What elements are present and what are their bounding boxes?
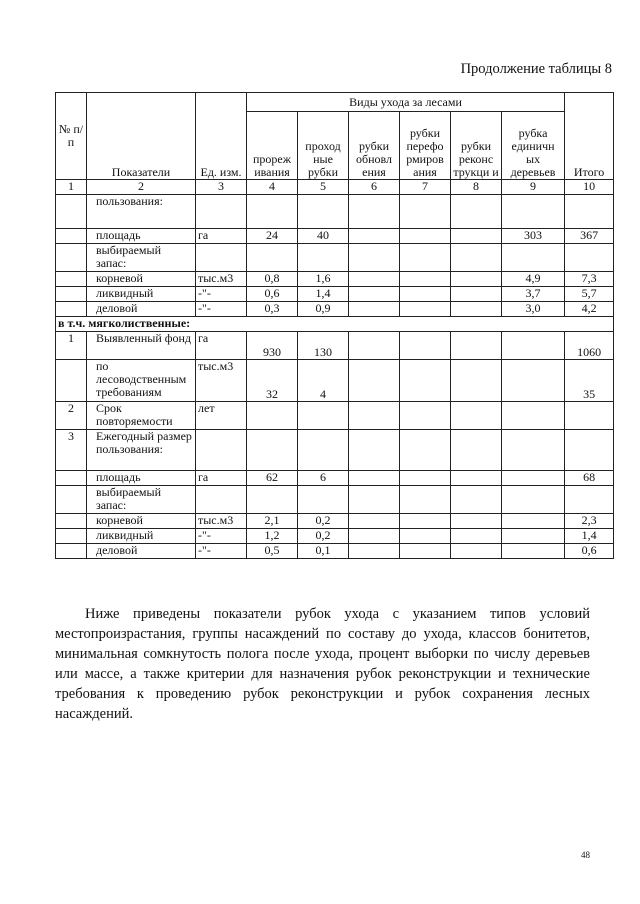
cell-value	[451, 430, 502, 471]
column-number: 4	[247, 180, 298, 195]
cell-value: 1,2	[247, 529, 298, 544]
row-label: деловой	[87, 302, 196, 317]
cell-value	[349, 430, 400, 471]
cell-value	[298, 486, 349, 514]
row-unit: тыс.м3	[196, 360, 247, 402]
table-row	[56, 360, 614, 402]
cell-value	[451, 544, 502, 559]
cell-value	[400, 514, 451, 529]
cell-value: 68	[565, 471, 614, 486]
row-number	[56, 244, 87, 272]
cell-value	[349, 302, 400, 317]
cell-value	[565, 402, 614, 430]
cell-value: 0,5	[247, 544, 298, 559]
cell-value: 1060	[565, 332, 614, 360]
section-row	[56, 317, 614, 332]
cell-value	[502, 332, 565, 360]
row-unit: га	[196, 471, 247, 486]
table-row	[56, 486, 614, 514]
header-col: рубки реконс трукци и	[451, 112, 502, 180]
cell-value	[565, 244, 614, 272]
cell-value	[400, 332, 451, 360]
cell-value	[349, 544, 400, 559]
cell-value	[502, 195, 565, 229]
cell-value	[400, 430, 451, 471]
row-label: корневой	[87, 514, 196, 529]
cell-value	[502, 430, 565, 471]
cell-value	[451, 287, 502, 302]
column-number: 9	[502, 180, 565, 195]
row-number	[56, 360, 87, 402]
row-number	[56, 302, 87, 317]
header-num: № п/п	[56, 93, 87, 180]
cell-value	[247, 402, 298, 430]
row-unit: -"-	[196, 302, 247, 317]
cell-value	[349, 332, 400, 360]
table-row	[56, 195, 614, 229]
cell-value: 24	[247, 229, 298, 244]
cell-value: 0,2	[298, 514, 349, 529]
cell-value	[349, 229, 400, 244]
cell-value: 130	[298, 332, 349, 360]
cell-value: 3,0	[502, 302, 565, 317]
cell-value	[451, 332, 502, 360]
cell-value: 930	[247, 332, 298, 360]
cell-value	[451, 529, 502, 544]
cell-value	[451, 302, 502, 317]
row-unit: тыс.м3	[196, 514, 247, 529]
row-unit: -"-	[196, 529, 247, 544]
table-row	[56, 287, 614, 302]
table-row	[56, 302, 614, 317]
cell-value	[400, 229, 451, 244]
cell-value	[400, 360, 451, 402]
row-number: 3	[56, 430, 87, 471]
body-paragraph: Ниже приведены показатели рубок ухода с указанием типов условий местопроизрастания, группы насаждений по составу до ухода, классов бонитетов, минимальная сомкнутость полога после ухода, процент выборки по числу деревьев или массе, а также критерии для назначения рубок реконструкции и технические требования к проведению рубок реконструкции и рубок сохранения лесных насаждений.	[55, 606, 590, 722]
cell-value	[451, 244, 502, 272]
cell-value	[400, 486, 451, 514]
table-row	[56, 471, 614, 486]
cell-value	[565, 486, 614, 514]
cell-value	[502, 486, 565, 514]
cell-value	[502, 402, 565, 430]
cell-value	[349, 486, 400, 514]
cell-value: 2,1	[247, 514, 298, 529]
row-label: корневой	[87, 272, 196, 287]
table-row	[56, 244, 614, 272]
row-number: 2	[56, 402, 87, 430]
row-label: Выявленный фонд	[87, 332, 196, 360]
row-label: ликвидный	[87, 287, 196, 302]
cell-value	[451, 272, 502, 287]
table-row	[56, 430, 614, 471]
data-table	[55, 92, 614, 559]
column-number: 1	[56, 180, 87, 195]
cell-value: 40	[298, 229, 349, 244]
row-label: деловой	[87, 544, 196, 559]
cell-value	[451, 229, 502, 244]
row-label: Ежегодный размер пользования:	[87, 430, 196, 471]
cell-value	[565, 195, 614, 229]
header-col: проход ные рубки	[298, 112, 349, 180]
cell-value	[247, 244, 298, 272]
cell-value: 0,6	[247, 287, 298, 302]
cell-value	[451, 402, 502, 430]
cell-value	[349, 287, 400, 302]
cell-value: 6	[298, 471, 349, 486]
cell-value	[349, 402, 400, 430]
table-row	[56, 514, 614, 529]
cell-value	[247, 486, 298, 514]
table-row	[56, 544, 614, 559]
cell-value: 0,1	[298, 544, 349, 559]
cell-value	[400, 287, 451, 302]
column-number-row	[56, 180, 614, 195]
cell-value: 4,2	[565, 302, 614, 317]
cell-value: 367	[565, 229, 614, 244]
row-label: площадь	[87, 471, 196, 486]
table-row	[56, 229, 614, 244]
header-col: рубки обновл ения	[349, 112, 400, 180]
cell-value: 35	[565, 360, 614, 402]
header-col: рубка единичн ых деревьев	[502, 112, 565, 180]
cell-value: 0,3	[247, 302, 298, 317]
row-unit: тыс.м3	[196, 272, 247, 287]
row-unit: га	[196, 332, 247, 360]
cell-value	[349, 195, 400, 229]
cell-value	[451, 195, 502, 229]
cell-value: 0,9	[298, 302, 349, 317]
cell-value	[400, 244, 451, 272]
cell-value	[451, 486, 502, 514]
header-col: прореж ивания	[247, 112, 298, 180]
cell-value	[451, 471, 502, 486]
table-row	[56, 402, 614, 430]
column-number: 8	[451, 180, 502, 195]
cell-value	[349, 272, 400, 287]
cell-value	[298, 430, 349, 471]
cell-value	[502, 529, 565, 544]
row-unit	[196, 430, 247, 471]
column-number: 6	[349, 180, 400, 195]
cell-value	[247, 430, 298, 471]
table-row	[56, 332, 614, 360]
cell-value	[349, 244, 400, 272]
header-indicators: Показатели	[87, 93, 196, 180]
row-unit: -"-	[196, 544, 247, 559]
row-label: выбираемый запас:	[87, 486, 196, 514]
cell-value: 4,9	[502, 272, 565, 287]
cell-value: 32	[247, 360, 298, 402]
header-col: рубки перефо рмиров ания	[400, 112, 451, 180]
header-total: Итого	[565, 93, 614, 180]
table-row	[56, 272, 614, 287]
cell-value	[400, 471, 451, 486]
cell-value	[349, 529, 400, 544]
cell-value: 0,6	[565, 544, 614, 559]
cell-value	[247, 195, 298, 229]
cell-value: 3,7	[502, 287, 565, 302]
cell-value: 62	[247, 471, 298, 486]
column-number: 2	[87, 180, 196, 195]
row-unit	[196, 195, 247, 229]
cell-value	[502, 514, 565, 529]
row-number	[56, 229, 87, 244]
row-unit: лет	[196, 402, 247, 430]
cell-value	[349, 360, 400, 402]
row-number	[56, 195, 87, 229]
cell-value	[349, 471, 400, 486]
section-title: в т.ч. мягколиственные:	[56, 317, 614, 332]
cell-value: 5,7	[565, 287, 614, 302]
cell-value	[502, 360, 565, 402]
row-number	[56, 287, 87, 302]
cell-value	[298, 402, 349, 430]
row-unit	[196, 244, 247, 272]
cell-value	[400, 529, 451, 544]
row-number	[56, 529, 87, 544]
row-label: площадь	[87, 229, 196, 244]
cell-value	[400, 302, 451, 317]
cell-value	[502, 544, 565, 559]
cell-value: 0,8	[247, 272, 298, 287]
cell-value	[400, 272, 451, 287]
table-row	[56, 529, 614, 544]
cell-value	[400, 402, 451, 430]
row-label: пользования:	[87, 195, 196, 229]
row-number	[56, 544, 87, 559]
row-number	[56, 486, 87, 514]
row-unit: -"-	[196, 287, 247, 302]
header-group: Виды ухода за лесами	[247, 93, 565, 112]
cell-value: 4	[298, 360, 349, 402]
column-number: 5	[298, 180, 349, 195]
cell-value: 2,3	[565, 514, 614, 529]
cell-value: 1,6	[298, 272, 349, 287]
row-number	[56, 272, 87, 287]
column-number: 10	[565, 180, 614, 195]
row-number: 1	[56, 332, 87, 360]
cell-value	[565, 430, 614, 471]
cell-value	[349, 514, 400, 529]
cell-value	[298, 195, 349, 229]
row-number	[56, 514, 87, 529]
cell-value	[451, 514, 502, 529]
row-unit	[196, 486, 247, 514]
cell-value	[400, 195, 451, 229]
row-label: выбираемый запас:	[87, 244, 196, 272]
column-number: 7	[400, 180, 451, 195]
cell-value	[502, 471, 565, 486]
cell-value: 1,4	[298, 287, 349, 302]
row-unit: га	[196, 229, 247, 244]
cell-value: 1,4	[565, 529, 614, 544]
page-number: 48	[581, 850, 590, 860]
cell-value: 0,2	[298, 529, 349, 544]
row-label: ликвидный	[87, 529, 196, 544]
cell-value	[400, 544, 451, 559]
row-number	[56, 471, 87, 486]
row-label: по лесоводственным требованиям	[87, 360, 196, 402]
cell-value	[298, 244, 349, 272]
table-caption: Продолжение таблицы 8	[460, 61, 612, 77]
cell-value: 303	[502, 229, 565, 244]
cell-value	[502, 244, 565, 272]
header-unit: Ед. изм.	[196, 93, 247, 180]
row-label: Срок повторяемости	[87, 402, 196, 430]
column-number: 3	[196, 180, 247, 195]
cell-value: 7,3	[565, 272, 614, 287]
cell-value	[451, 360, 502, 402]
